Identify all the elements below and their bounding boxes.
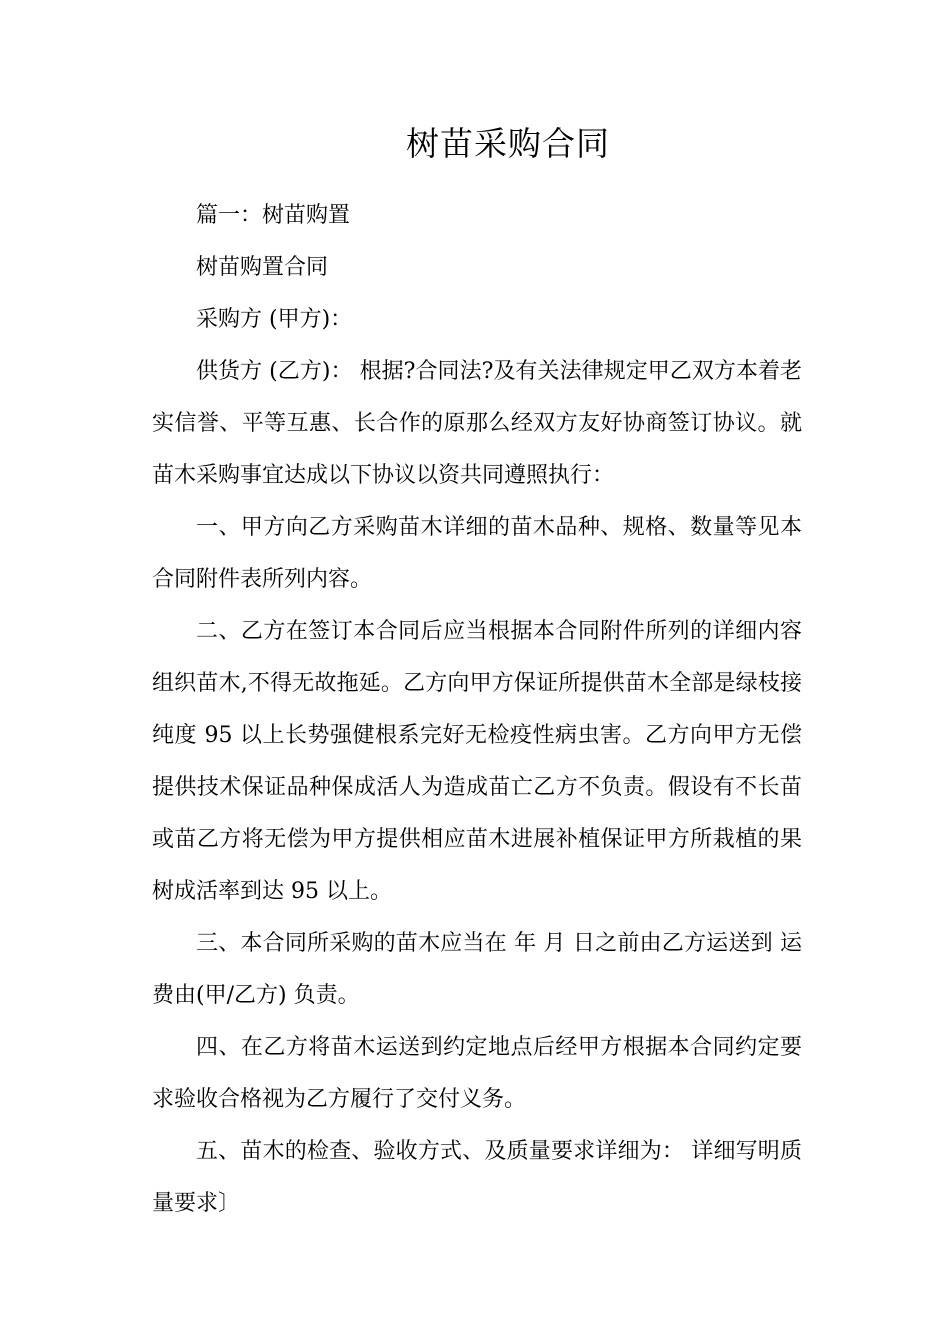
section-heading: 篇一：树苗购置 xyxy=(196,203,351,228)
document-body xyxy=(152,190,802,1230)
party-b-preamble: 供货方 (乙方)： 根据?合同法?及有关法律规定甲乙双方本着老实信誉、平等互惠、长合作的原那么经双方友好协商签订协议。就苗木采购事宜达成以下协议以资共同遵照执行： xyxy=(152,359,802,488)
clause-3: 三、本合同所采购的苗木应当在 年 月 日之前由乙方运送到 运费由(甲/乙方) 负责。 xyxy=(152,931,802,1008)
document-title: 树苗采购合同 xyxy=(406,124,610,163)
clause-5: 五、苗木的检查、验收方式、及质量要求详细为： 详细写明质量要求〕 xyxy=(152,1139,802,1216)
party-a-line: 采购方 (甲方)： xyxy=(196,307,353,332)
clause-4: 四、在乙方将苗木运送到约定地点后经甲方根据本合同约定要求验收合格视为乙方履行了交付义务。 xyxy=(152,1035,802,1112)
clause-2: 二、乙方在签订本合同后应当根据本合同附件所列的详细内容组织苗木,不得无故拖延。乙方向甲方保证所提供苗木全部是绿枝接纯度 95 以上长势强健根系完好无检疫性病虫害。乙方向甲方无偿提供技术保证品种保成活人为造成苗亡乙方不负责。假设有不长苗或苗乙方将无偿为甲方提供相应苗木进展补植保证甲方所栽植的果树成活率到达 95 以上。 xyxy=(152,619,802,904)
clause-1: 一、甲方向乙方采购苗木详细的苗木品种、规格、数量等见本合同附件表所列内容。 xyxy=(152,515,802,592)
contract-name: 树苗购置合同 xyxy=(196,255,329,280)
